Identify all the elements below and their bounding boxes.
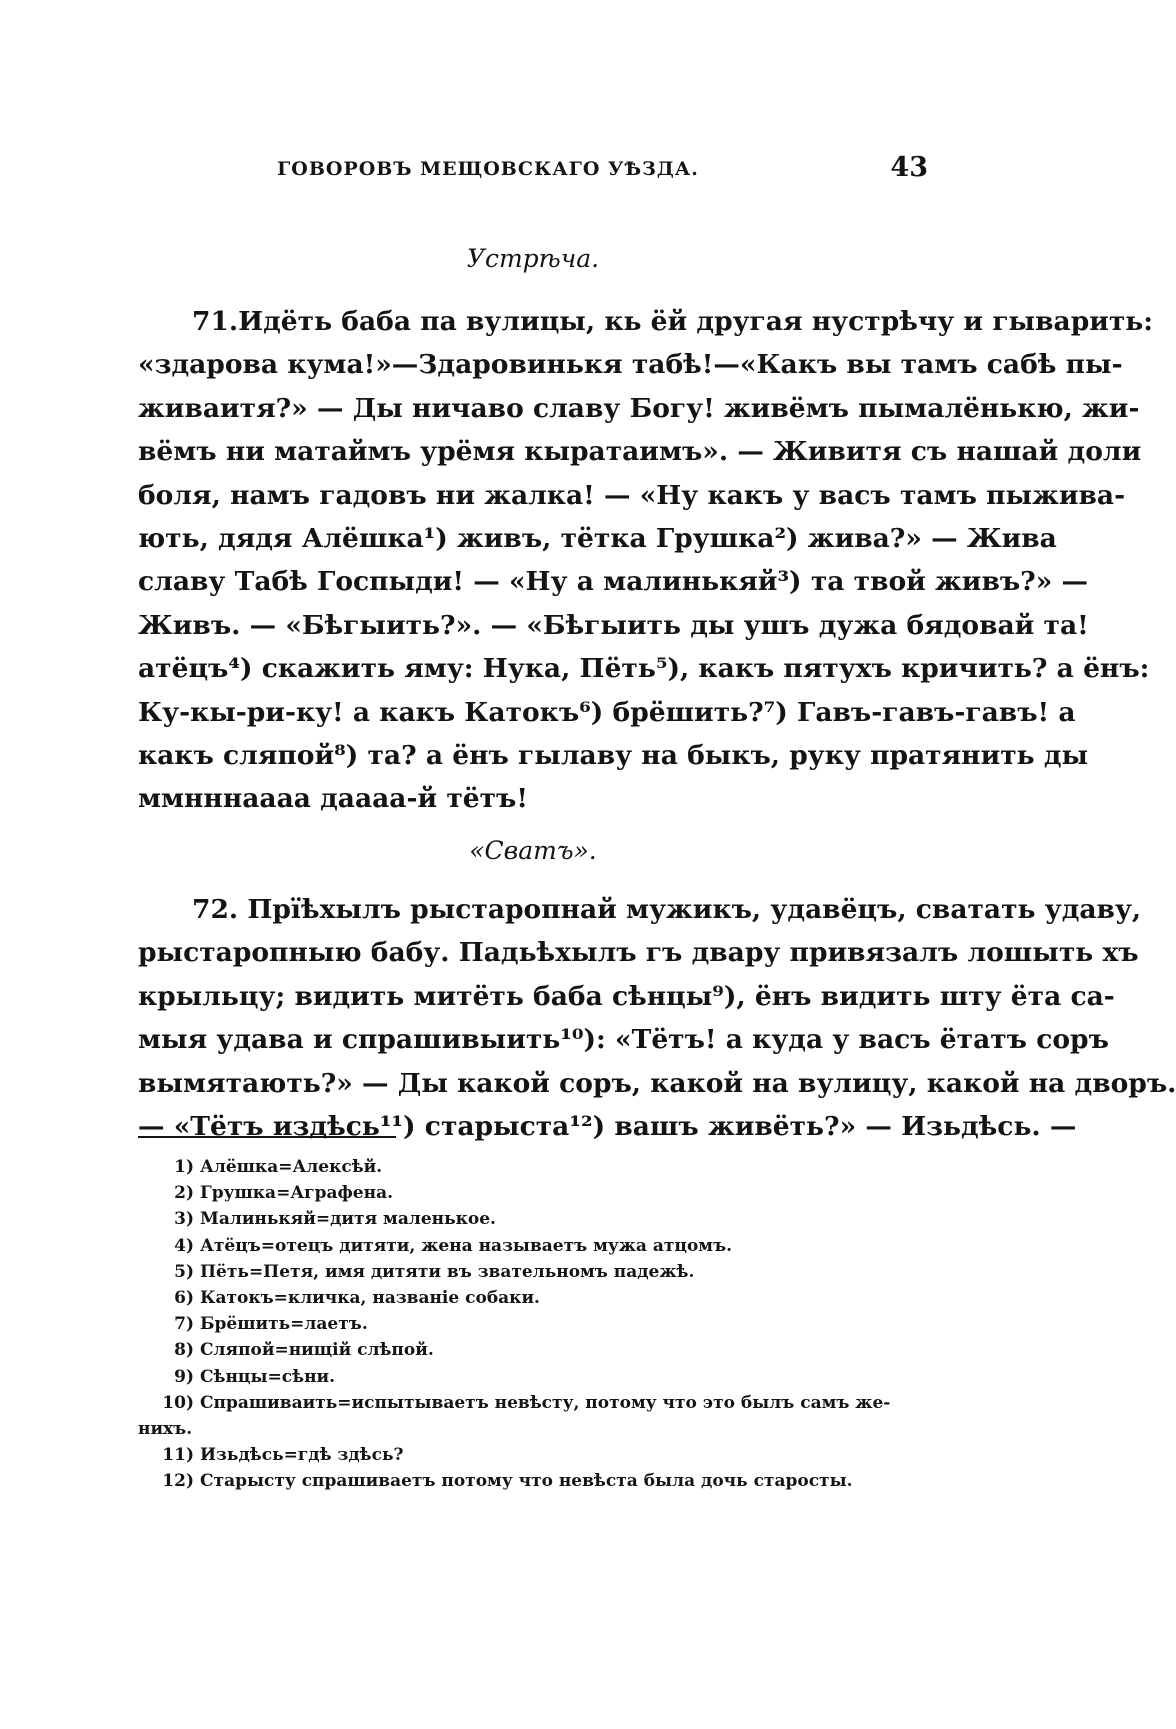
footnote-number: 4) <box>174 1235 194 1256</box>
text-line: 72. Прïѣхылъ рыстаропнай мужикъ, удавёцъ, сватать удаву, <box>192 894 1142 925</box>
text-line: живаитя?» — Ды ничаво славу Богу! живёмъ пымалёнькю, жи- <box>138 392 1140 424</box>
footnote-number: 8) <box>174 1340 194 1361</box>
footnote-text: Грушка=Аграфена. <box>200 1183 394 1204</box>
text-line: Живъ. — «Бѣгыить?». — «Бѣгыить ды ушъ дужа бядовай та! <box>138 609 1089 641</box>
footnote-item <box>138 1311 928 1337</box>
text-line: атёцъ⁴) скажить яму: Нука, Пёть⁵), какъ пятухъ кричить? а ёнъ: <box>138 653 1150 685</box>
footnote-number: 3) <box>174 1209 194 1230</box>
footnote-item <box>138 1206 928 1232</box>
footnote-number: 6) <box>174 1288 194 1309</box>
text-line: ють, дядя Алёшка¹) живъ, тётка Грушка²) жива?» — Жива <box>138 523 1057 555</box>
footnote-item <box>138 1233 928 1259</box>
text-line: вымятають?» — Ды какой соръ, какой на вулицу, какой на дворъ. <box>138 1067 1176 1099</box>
footnote-number: 5) <box>174 1261 194 1282</box>
text-line: — «Тётъ издѣсь¹¹) старыста¹²) вашъ живёть?» — Изьдѣсь. — <box>138 1111 1077 1143</box>
footnote-number: 2) <box>174 1183 194 1204</box>
text-line: боля, намъ гадовъ ни жалка! — «Ну какъ у васъ тамъ пыжива- <box>138 479 1126 511</box>
text-line: «здарова кума!»—Здаровинькя табѣ!—«Какъ вы тамъ сабѣ пы- <box>138 349 1123 381</box>
text-line: крыльцу; видить митёть баба сѣнцы⁹), ёнъ видить шту ёта са- <box>138 980 1115 1012</box>
footnote-item <box>138 1259 928 1285</box>
footnote-item <box>138 1154 928 1180</box>
paragraph-72 <box>138 888 1176 1148</box>
footnote-number: 11) <box>162 1445 194 1466</box>
footnote-text: нихъ. <box>138 1419 193 1440</box>
text-line: рыстаропныю бабу. Падьѣхылъ гъ двару привязалъ лошыть хъ <box>138 937 1139 969</box>
footnote-number: 7) <box>174 1314 194 1335</box>
footnote-text: Старысту спрашиваетъ потому что невѣста была дочь старосты. <box>200 1471 853 1492</box>
footnote-divider <box>138 1136 396 1138</box>
footnote-text: Катокъ=кличка, названіе собаки. <box>200 1288 540 1309</box>
footnote-item <box>138 1285 928 1311</box>
footnote-text: Изьдѣсь=гдѣ здѣсь? <box>200 1445 404 1466</box>
page-number: 43 <box>890 152 928 183</box>
footnote-item <box>138 1337 928 1363</box>
text-line: мыя удава и спрашивыить¹⁰): «Тётъ! а куда у васъ ётатъ соръ <box>138 1024 1109 1056</box>
text-line: Ку-кы-ри-ку! а какъ Катокъ⁶) брёшить?⁷) Гавъ-гавъ-гавъ! а <box>138 696 1076 728</box>
paragraph-71 <box>138 300 1154 821</box>
footnote-text: Спрашиваить=испытываетъ невѣсту, потому что это былъ самъ же- <box>200 1392 891 1413</box>
document-page <box>138 0 1176 1729</box>
footnote-text: Брёшить=лаетъ. <box>200 1314 368 1335</box>
footnote-item <box>138 1442 928 1468</box>
footnote-item <box>138 1468 928 1494</box>
text-line: ммнннааaa дaaaа-й тётъ! <box>138 783 529 815</box>
footnote-number: 12) <box>162 1471 194 1492</box>
running-head: ГОВОРОВЪ МЕЩОВСКАГО УѢЗДА. <box>277 158 699 180</box>
text-line: какъ сляпой⁸) та? а ёнъ гылаву на быкъ, руку пратянить ды <box>138 740 1089 772</box>
footnote-text: Сляпой=нищій слѣпой. <box>200 1340 434 1361</box>
footnote-number: 10) <box>162 1392 194 1413</box>
footnote-number: 1) <box>174 1157 194 1177</box>
footnote-item <box>138 1390 928 1416</box>
footnote-text: Пёть=Петя, имя дитяти въ звательномъ падежѣ. <box>200 1261 695 1282</box>
text-line: вёмъ ни матаймъ урёмя кыратаимъ». — Живитя съ нашай доли <box>138 436 1142 468</box>
footnote-text: Сѣнцы=сѣни. <box>200 1366 336 1387</box>
footnotes <box>138 1154 928 1495</box>
footnote-text: Алёшка=Алексѣй. <box>200 1157 383 1177</box>
page-header <box>138 150 928 190</box>
footnote-number: 9) <box>174 1366 194 1387</box>
footnote-text: Атёцъ=отецъ дитяти, жена называетъ мужа атцомъ. <box>200 1235 733 1256</box>
footnote-text: Малинькяй=дитя маленькое. <box>200 1209 496 1230</box>
section-title-svat: «Сватъ». <box>469 836 597 865</box>
text-line: славу Табѣ Госпыди! — «Ну а малинькяй³) та твой живъ?» — <box>138 566 1089 598</box>
footnote-item <box>138 1180 928 1206</box>
footnote-continuation <box>138 1416 928 1442</box>
footnote-item <box>138 1364 928 1390</box>
section-title-ustrecha: Устрѣча. <box>466 244 600 273</box>
text-line: 71.Идёть баба па вулицы, кь ёй другая нустрѣчу и гыварить: <box>192 306 1154 337</box>
